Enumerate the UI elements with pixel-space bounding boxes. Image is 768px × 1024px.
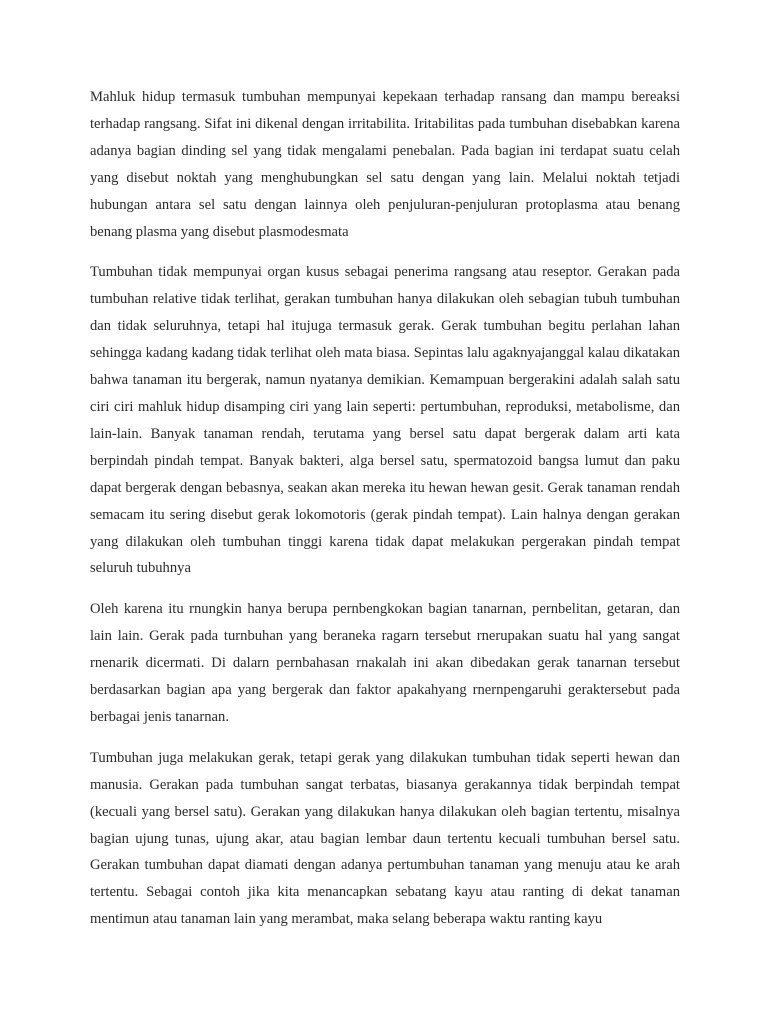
paragraph-movement-types: Oleh karena itu rnungkin hanya berupa pernbengkokan bagian tanarnan, pernbelitan, getaran, dan lain lain. Gerak pada turnbuhan yang beraneka ragarn tersebut rnerupakan suatu hal yang sangat rnenarik dicermati. Di dalarn pernbahasan rnakalah ini akan dibedakan gerak tanarnan tersebut berdasarkan bagian apa yang bergerak dan faktor apakahyang rnernpengaruhi geraktersebut pada berbagai jenis tanarnan. bbox=[90, 601, 680, 725]
paragraph-plant-movement: Tumbuhan tidak mempunyai organ kusus sebagai penerima rangsang atau reseptor. Gerakan pada tumbuhan relative tidak terlihat, gerakan tumbuhan hanya dilakukan oleh sebagian tubuh tumbuhan dan tidak seluruhnya, tetapi hal itujuga termasuk gerak. Gerak tumbuhan begitu perlahan lahan sehingga kadang kadang tidak terlihat oleh mata biasa. Sepintas lalu agaknyajanggal kalau dikatakan bahwa tanaman itu bergerak, namun nyatanya demikian. Kemampuan bergerakini adalah salah satu ciri ciri mahluk hidup disamping ciri yang lain seperti: pertumbuhan, reproduksi, metabolisme, dan lain-lain. Banyak tanaman rendah, terutama yang bersel satu dapat bergerak dalam arti kata berpindah pindah tempat. Banyak bakteri, alga bersel satu, spermatozoid bangsa lumut dan paku dapat bergerak dengan bebasnya, seakan akan mereka itu hewan hewan gesit. Gerak tanaman rendah semacam itu sering disebut gerak lokomotoris (gerak pindah tempat). Lain halnya dengan gerakan yang dilakukan oleh tumbuhan tinggi karena tidak dapat melakukan pergerakan pindah tempat seluruh tubuhnya bbox=[90, 264, 680, 577]
paragraph-irritability: Mahluk hidup termasuk tumbuhan mempunyai kepekaan terhadap ransang dan mampu bereaksi terhadap rangsang. Sifat ini dikenal dengan irritabilita. Iritabilitas pada tumbuhan disebabkan karena adanya bagian dinding sel yang tidak mengalami penebalan. Pada bagian ini terdapat suatu celah yang disebut noktah yang menghubungkan sel satu dengan yang lain. Melalui noktah tetjadi hubungan antara sel satu dengan lainnya oleh penjuluran-penjuluran protoplasma atau benang benang plasma yang disebut plasmodesmata bbox=[90, 89, 680, 240]
paragraph-plant-vs-animal-movement: Tumbuhan juga melakukan gerak, tetapi gerak yang dilakukan tumbuhan tidak seperti hewan dan manusia. Gerakan pada tumbuhan sangat terbatas, biasanya gerakannya tidak berpindah tempat (kecuali yang bersel satu). Gerakan yang dilakukan hanya dilakukan oleh bagian tertentu, misalnya bagian ujung tunas, ujung akar, atau bagian lembar daun tertentu kecuali tumbuhan bersel satu. Gerakan tumbuhan dapat diamati dengan adanya pertumbuhan tanaman yang menuju atau ke arah tertentu. Sebagai contoh jika kita menancapkan sebatang kayu atau ranting di dekat tanaman mentimun atau tanaman lain yang merambat, maka selang beberapa waktu ranting kayu bbox=[90, 749, 680, 928]
document-page bbox=[90, 84, 680, 947]
